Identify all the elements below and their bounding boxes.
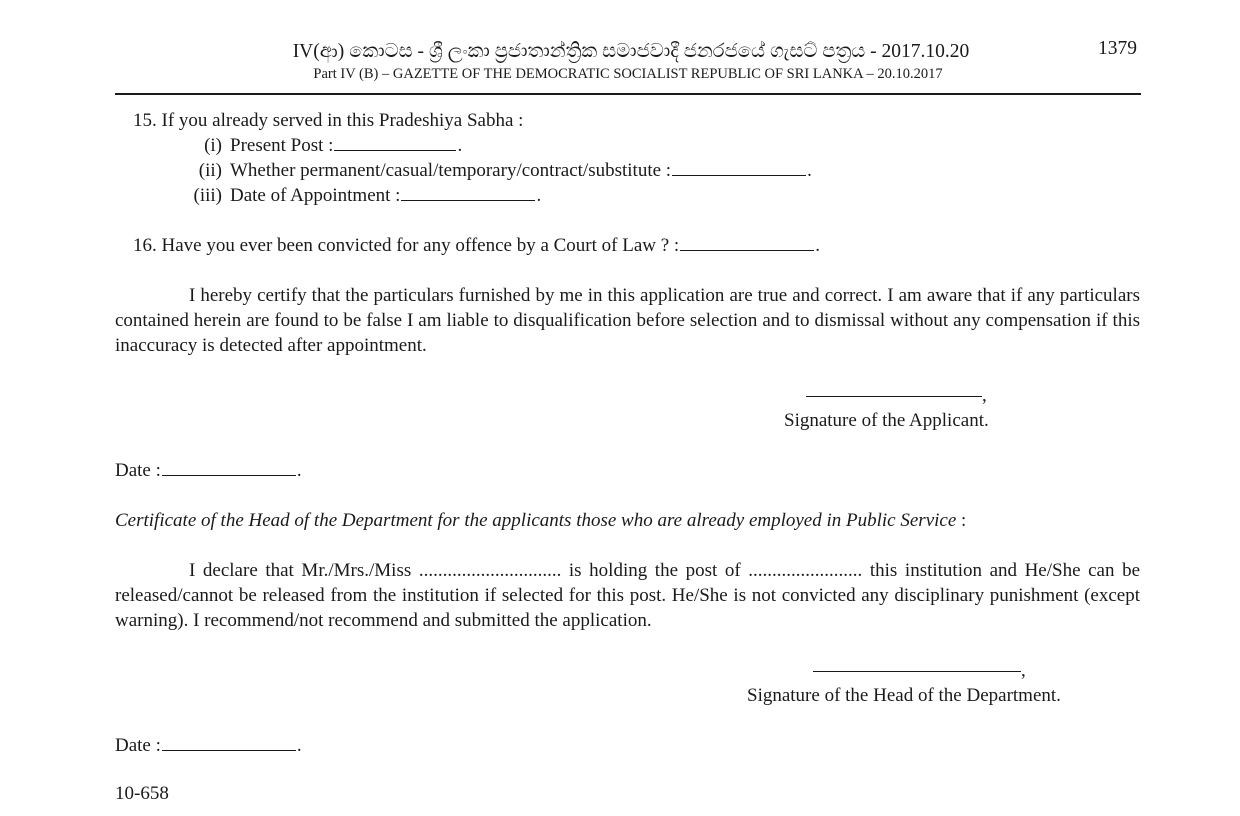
- gazette-header-english: Part IV (B) – GAZETTE OF THE DEMOCRATIC SOCIALIST REPUBLIC OF SRI LANKA – 20.10.2017: [313, 66, 943, 82]
- signature-comma: ,: [1021, 660, 1026, 681]
- item-numeral: (i): [204, 135, 222, 156]
- question-15-item-date-of-appointment: [186, 183, 541, 208]
- head-certificate-heading: [115, 508, 966, 533]
- date-blank[interactable]: [162, 463, 296, 476]
- date-end: .: [296, 735, 302, 756]
- question-15-item-employment-type: [186, 158, 812, 183]
- gazette-header-sinhala: IV(ආ) කොටස - ශ්‍රී ලංකා ප්‍රජාතාන්ත්‍රික සමාජවාදී ජනරජයේ ගැසට් පත්‍රය - 2017.10.20: [292, 41, 970, 62]
- signature-comma: ,: [982, 385, 987, 406]
- item-end: .: [536, 185, 542, 206]
- header-divider: [115, 93, 1141, 95]
- applicant-signature-label: Signature of the Applicant.: [784, 410, 989, 431]
- item-label: Whether permanent/casual/temporary/contract/substitute :: [230, 160, 672, 181]
- question-16-text: 16. Have you ever been convicted for any offence by a Court of Law ? :: [133, 235, 680, 256]
- head-signature-label: Signature of the Head of the Department.: [747, 685, 1061, 706]
- head-date: [115, 733, 302, 758]
- answer-blank[interactable]: [334, 138, 456, 151]
- certificate-heading-text: Certificate of the Head of the Department for the applicants those who are already employed in Public Service: [115, 510, 957, 531]
- notice-code: 10-658: [115, 783, 169, 804]
- applicant-certification: I hereby certify that the particulars furnished by me in this application are true and correct. I am aware that if any particulars contained herein are found to be false I am liable to disqualification before selection and to dismissal without any compensation if this inaccuracy is detected after appointment.: [115, 285, 1140, 356]
- question-16-end: .: [815, 235, 820, 256]
- item-label: Present Post :: [230, 135, 334, 156]
- answer-blank[interactable]: [401, 188, 535, 201]
- question-15: 15. If you already served in this Pradeshiya Sabha :: [133, 110, 524, 131]
- item-numeral: (ii): [198, 160, 222, 181]
- certificate-heading-colon: :: [956, 510, 967, 531]
- item-end: .: [457, 135, 463, 156]
- answer-blank[interactable]: [672, 163, 806, 176]
- page-number: 1379: [1098, 38, 1137, 59]
- item-numeral: (iii): [193, 185, 222, 206]
- date-end: .: [296, 460, 302, 481]
- question-15-item-present-post: [186, 133, 462, 158]
- answer-blank[interactable]: [680, 238, 814, 251]
- head-declaration: I declare that Mr./Mrs./Miss .............................. is holding the post of ........................ this institution and He/She can be released/cannot be released from the institution if selected for this post. He/She is not convicted any disciplinary punishment (except warning). I recommend/not recommend and submitted the application.: [115, 560, 1140, 631]
- applicant-date: [115, 458, 302, 483]
- date-label: Date :: [115, 460, 161, 481]
- item-end: .: [807, 160, 812, 181]
- applicant-signature-line[interactable]: [806, 396, 982, 397]
- item-label: Date of Appointment :: [230, 185, 401, 206]
- date-label: Date :: [115, 735, 161, 756]
- question-16: [133, 233, 820, 258]
- head-signature-line[interactable]: [813, 671, 1021, 672]
- date-blank[interactable]: [162, 738, 296, 751]
